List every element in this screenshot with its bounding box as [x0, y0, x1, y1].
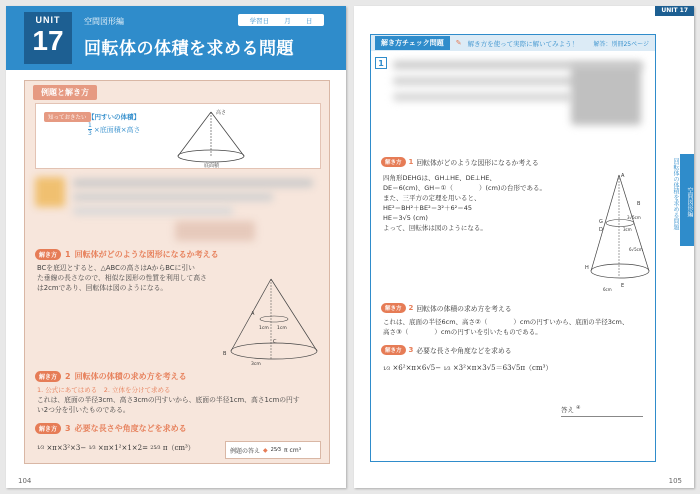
text-line: DE＝6(cm)、GH＝①（ ）(cm)の台形である。	[383, 184, 546, 192]
right-page	[354, 6, 694, 488]
cone-base-label: 底面積	[204, 163, 220, 168]
label-g: G	[599, 219, 603, 225]
step-number: 1	[408, 158, 414, 166]
step-title: 必要な長さや角度などを求める	[416, 347, 512, 355]
step-3-calculation: 1⁄3 ×π×3²×3− 1⁄3 ×π×1²×1×2= 25⁄3 π（cm³）	[37, 444, 195, 452]
label-1cm: 1cm	[259, 326, 269, 331]
side-tab: 空間図形編	[680, 154, 694, 246]
fraction-num: 1	[88, 122, 92, 129]
text-line: BCを底辺とすると、△ABCの高さはAからBCに引い	[37, 264, 195, 272]
blurred-figure	[571, 65, 641, 125]
step-title: 回転体の体積の求め方を考える	[416, 305, 512, 313]
text-line: HE＝3√5 (cm)	[383, 214, 428, 222]
r-step-3-calculation: 1⁄3 ×6²×π×6√5− 1⁄3 ×3²×π×3√5＝63√5π（cm³）	[383, 364, 553, 372]
fraction	[88, 122, 92, 137]
label-3root5: 3√5cm	[627, 215, 641, 220]
check-label: 解き方チェック問題	[375, 36, 450, 50]
step-number: 3	[408, 346, 414, 354]
study-date-label: 学習日	[249, 16, 270, 25]
label-6cm: 6cm	[603, 287, 612, 292]
step-number: 2	[65, 372, 71, 381]
know-title: 【円すいの体積】	[88, 113, 140, 121]
answer-label: 例題の答え	[230, 447, 261, 455]
page-number-right: 105	[668, 477, 682, 485]
label-a: A	[621, 173, 625, 179]
calc-part: ×6²×π×6√5−	[392, 364, 442, 372]
step-tag: 解き方	[381, 157, 406, 167]
r-step-3-heading	[381, 345, 512, 355]
calc-unit: π（cm³）	[162, 444, 195, 452]
unit-number: 17	[32, 25, 64, 56]
step-title: 必要な長さや角度などを求める	[74, 424, 187, 433]
label-b: B	[223, 351, 227, 357]
step-number: 1	[65, 250, 71, 259]
unit-badge	[24, 12, 72, 64]
left-page	[6, 6, 346, 488]
text-line: た垂線の長さなので、相似な図形の性質を利用して高さ	[37, 274, 207, 282]
formula-rest: ×底面積×高さ	[93, 125, 141, 134]
study-date-box	[238, 14, 324, 26]
label-b: B	[637, 201, 641, 207]
cone-figure	[166, 106, 256, 168]
step-1-text	[37, 263, 207, 293]
text-line: また、三平方の定理を用いると、	[383, 194, 481, 202]
label-a: A	[251, 311, 255, 317]
label-3cm: 3cm	[251, 362, 261, 367]
answer-reference: 解答：別冊25ページ	[593, 40, 649, 48]
text-line: これは、底面の半径6cm、高さ②（ ）cmの円すいから、底面の半径3cm、	[383, 318, 629, 326]
answer-line[interactable]	[561, 405, 643, 417]
page-title: 回転体の体積を求める問題	[84, 39, 294, 59]
blurred-question	[393, 93, 573, 101]
rotation-figure	[221, 271, 327, 367]
section-label: 例題と解き方	[33, 85, 97, 100]
step-tag: 解き方	[35, 423, 61, 434]
blurred-text	[73, 193, 273, 201]
unit-category: 空間図形編	[84, 17, 124, 26]
step-number: 3	[65, 424, 71, 433]
step-1-heading	[35, 249, 219, 260]
text-line: よって、回転体は図のようになる。	[383, 224, 487, 232]
know-tag: 知っておきたい	[44, 112, 91, 122]
r-step-1-heading	[381, 157, 539, 167]
strip-unit: UNIT	[661, 7, 678, 14]
answer-value: π cm³	[284, 446, 302, 454]
label-1cm-b: 1cm	[277, 326, 287, 331]
step-2-heading	[35, 371, 187, 382]
side-subtitle: 回転体の体積を求める問題	[672, 158, 679, 230]
question-number: 1	[375, 57, 387, 69]
fraction-den: 3	[88, 130, 92, 137]
day-label: 日	[305, 16, 313, 25]
check-header	[371, 35, 655, 51]
calc-part: ×π×1²×1×2=	[97, 444, 148, 452]
step-tag: 解き方	[381, 345, 406, 355]
text-line: これは、底面の半径3cm、高さ3cmの円すいから、底面の半径1cm、高さ1cmの円す	[37, 396, 300, 404]
answer-fraction: 25⁄3	[270, 447, 282, 453]
text-line: HE²＝BH²＋BE²＝3²＋6²＝45	[383, 204, 472, 212]
example-section	[24, 80, 330, 464]
label-h: H	[585, 265, 589, 271]
answer-circle-number: ④	[576, 405, 581, 411]
step-number: 2	[408, 304, 414, 312]
answer-label: 答え	[561, 406, 574, 415]
example-answer-box	[225, 441, 321, 459]
blurred-image	[35, 177, 65, 207]
unit-header	[6, 6, 346, 70]
pencil-icon: ✎	[455, 39, 462, 47]
step-tag: 解き方	[381, 303, 406, 313]
text-line: 高さ③（ ）cmの円すいを引いたものである。	[383, 328, 542, 336]
page-number-left: 104	[18, 477, 32, 485]
blurred-text	[73, 207, 233, 215]
step-title: 回転体がどのような図形になるか考える	[416, 159, 539, 167]
text-line: は2cmであり、回転体は図のようになる。	[37, 284, 168, 292]
check-instruction: 解き方を使って実際に解いてみよう！	[467, 39, 579, 48]
step-2-text	[37, 395, 300, 415]
step-title: 回転体の体積の求め方を考える	[74, 372, 187, 381]
answer-diamond-icon: ◆	[263, 446, 268, 454]
calc-part: ×3²×π×3√5＝63√5π（cm³）	[452, 364, 553, 372]
know-box	[35, 103, 321, 169]
frustum-figure	[585, 171, 655, 293]
r-step-2-text	[383, 317, 628, 337]
r-step-1-text	[383, 173, 546, 233]
calc-part: ×π×3²×3−	[46, 444, 87, 452]
step-3-heading	[35, 423, 187, 434]
step-title: 回転体がどのような図形になるか考える	[74, 250, 219, 259]
step-2-methods: 1. 公式にあてはめる 2. 立体を分けて求める	[37, 386, 171, 394]
label-e: E	[621, 283, 625, 289]
text-line: 四角形DEHGは、GH⊥HE、DE⊥HE、	[383, 174, 496, 182]
blurred-figure	[175, 221, 255, 241]
month-label: 月	[284, 16, 291, 25]
label-6root5: 6√5cm	[629, 247, 643, 252]
unit-strip	[655, 6, 694, 16]
cone-height-label: 高さ	[216, 110, 227, 116]
blurred-text	[73, 179, 313, 187]
check-panel	[370, 34, 656, 462]
label-3cm: 3cm	[623, 227, 632, 232]
text-line: い2つ分を引いたものである。	[37, 406, 130, 414]
unit-word: UNIT	[35, 15, 61, 25]
label-c: C	[273, 339, 277, 345]
strip-number: 17	[679, 7, 688, 14]
step-tag: 解き方	[35, 371, 61, 382]
r-step-2-heading	[381, 303, 512, 313]
step-tag: 解き方	[35, 249, 61, 260]
label-d: D	[599, 227, 603, 233]
know-formula	[88, 122, 141, 137]
